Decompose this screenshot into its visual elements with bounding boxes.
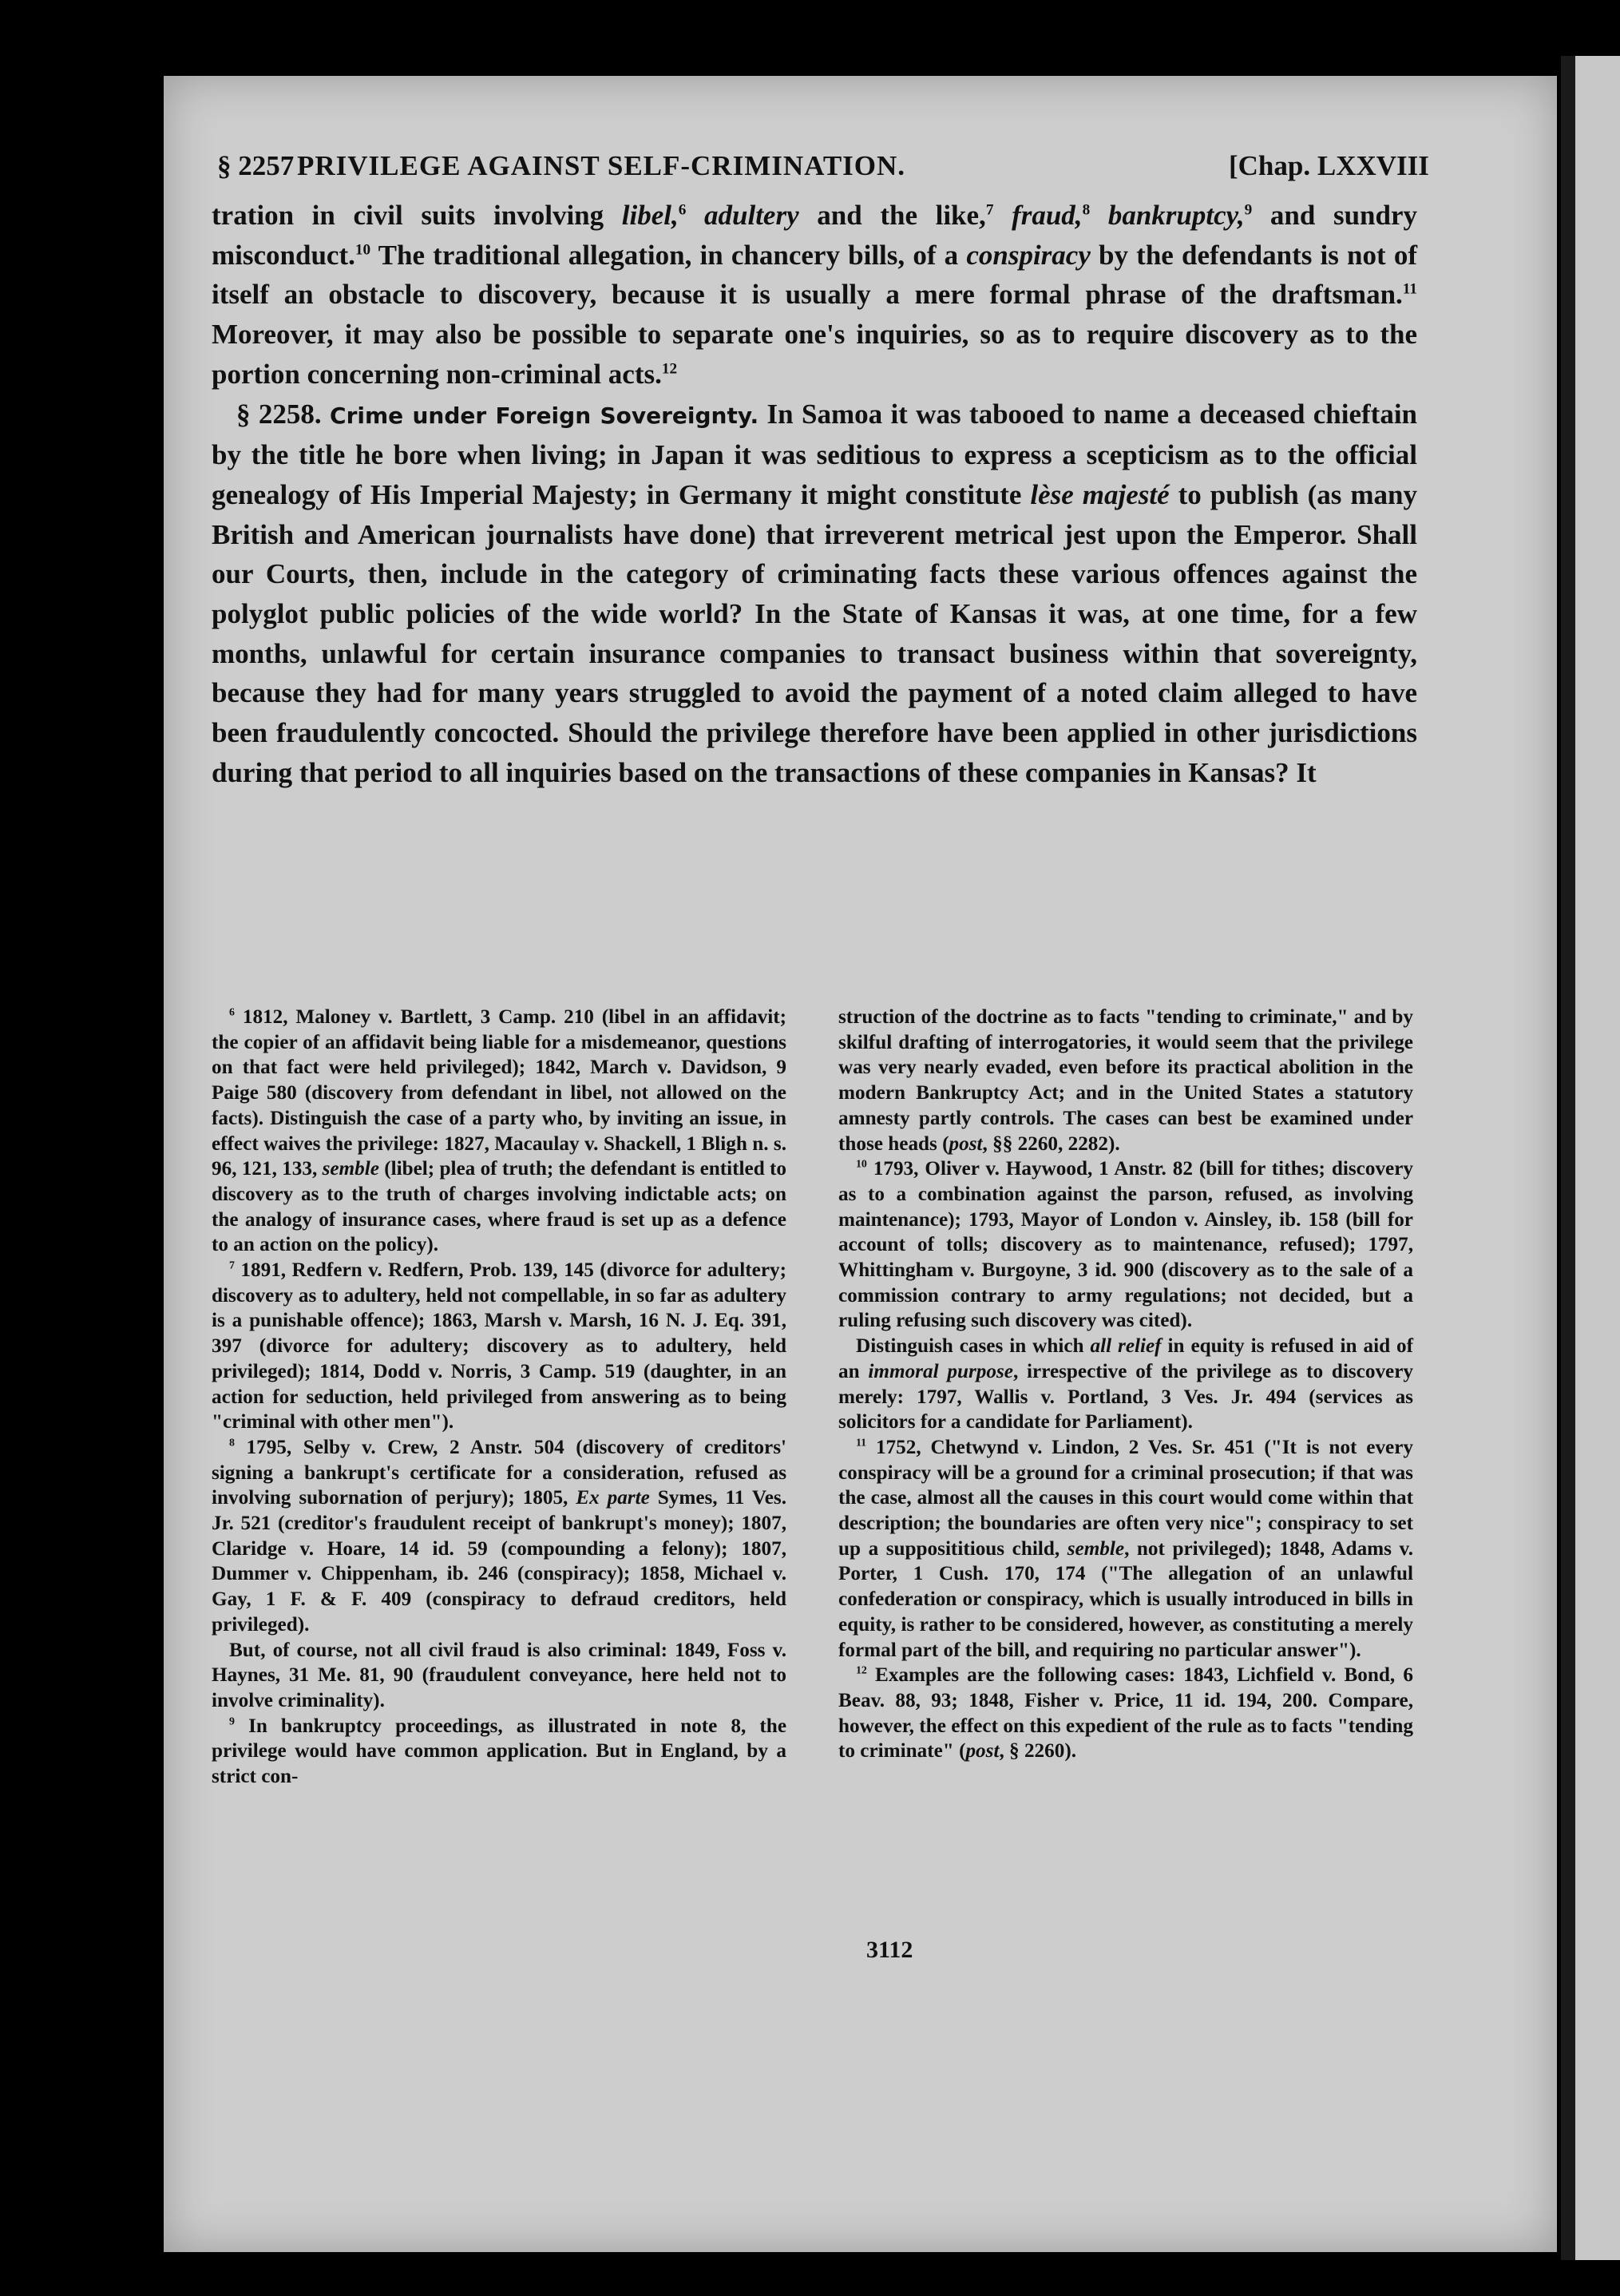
text-run: 1793, Oliver v. Haywood, 1 Anstr. 82 (bill for tithes; discovery as to a combination against the parson, refused, as involving maintenance); 1793, Mayor of London v. Ainsley, ib. 158 (bill for account of tolls; discovery as to maintenance, refused); 1797, Whittingham v. Burgoyne, 3 id. 900 (discovery as to the sale of a commission contrary to army regulations; not decided, but a ruling refusing such discovery was cited).: [838, 1158, 1413, 1332]
text-run: and the like,: [798, 200, 986, 231]
italic-term: Ex parte: [576, 1487, 650, 1509]
footnote-ref: 6: [678, 201, 687, 219]
footnote-9-continued: [838, 1005, 1413, 1156]
main-text: [212, 196, 1417, 793]
italic-term: semble: [322, 1158, 379, 1180]
footnote-mark: 9: [229, 1715, 235, 1727]
footnote-ref: 12: [661, 360, 678, 378]
footnote-11: [838, 1435, 1413, 1663]
text-run: in equity is refused in aid of an: [838, 1335, 1413, 1382]
footnote-10: [838, 1156, 1413, 1334]
text-run: and sundry misconduct.: [212, 200, 1417, 271]
footnote-6: [212, 1005, 786, 1258]
section-number: § 2258.: [236, 398, 322, 430]
footnote-10-continued: [838, 1334, 1413, 1435]
footnote-mark: 10: [856, 1157, 867, 1170]
italic-term: lèse majesté: [1030, 478, 1170, 510]
paragraph-1: [212, 196, 1417, 395]
header-title: PRIVILEGE AGAINST SELF-CRIMINATION.: [297, 150, 906, 181]
italic-term: immoral purpose: [868, 1360, 1013, 1382]
footnote-mark: 12: [856, 1664, 867, 1676]
footnote-8-continued: But, of course, not all civil fraud is also criminal: 1849, Foss v. Haynes, 31 Me. 81, 90 (fraudulent conveyance, here held not to involve criminality).: [212, 1639, 786, 1711]
text-run: Examples are the following cases: 1843, Lichfield v. Bond, 6 Beav. 88, 93; 1848, Fisher v. Price, 11 id. 194, 200. Compare, however, the effect on this expedient of the rule as to facts "tending to criminate" (: [838, 1664, 1413, 1763]
italic-term: post: [965, 1740, 1000, 1763]
text-run: 1812, Maloney v. Bartlett, 3 Camp. 210 (libel in an affidavit; the copier of an affidavit being liable for a misdemeanor, questions on that fact were held privileged); 1842, March v. Davidson, 9 Paige 580 (discovery from defendant in libel, not allowed on the facts). Distinguish the case of a party who, by inviting an issue, in effect waives the privilege: 1827, Macaulay v. Shackell, 1 Bligh n. s. 96, 121, 133,: [212, 1006, 786, 1180]
text-run: to publish (as many British and American journalists have done) that irreverent metrical jest upon the Emperor. Shall our Courts, then, include in the category of criminating facts these various offences against the polyglot public policies of the wide world? In the State of Kansas it was, at one time, for a few months, unlawful for certain insurance companies to transact business within that sovereignty, because they had for many years struggled to avoid the payment of a noted claim alleged to have been fraudulently concocted. Should the privilege therefore have been applied in other jurisdictions during that period to all inquiries based on the transactions of these companies in Kansas? It: [212, 478, 1417, 788]
italic-term: all relief: [1090, 1335, 1162, 1358]
footnote-ref: 8: [1082, 201, 1091, 219]
italic-term: conspiracy: [966, 239, 1091, 271]
italic-term: post: [949, 1132, 983, 1155]
page-gutter: [1561, 56, 1575, 2260]
paragraph-2: [212, 395, 1417, 793]
text-run: In bankruptcy proceedings, as illustrated in note 8, the privilege would have common application. But in England, by a strict con-: [212, 1715, 786, 1788]
text-run: , not privileged); 1848, Adams v. Porter, 1 Cush. 170, 174 ("The allegation of an unlawful confederation or conspiracy, which is usually introduced in bills in equity, is rather to be considered, however, as constituting a merely formal part of the bill, and requiring no particular answer").: [838, 1537, 1414, 1661]
adjacent-page-edge: [1561, 56, 1620, 2260]
footnote-ref: 9: [1244, 201, 1253, 219]
footnote-ref: 10: [354, 241, 371, 259]
page-number: 3112: [866, 1937, 913, 1963]
italic-term: bankruptcy,: [1090, 200, 1245, 231]
footnote-mark: 11: [856, 1436, 867, 1449]
italic-term: adultery: [686, 200, 799, 231]
footnote-12: [838, 1663, 1413, 1764]
footnote-ref: 7: [985, 201, 994, 219]
text-run: The traditional allegation, in chancery bills, of a: [370, 239, 967, 271]
text-run: Moreover, it may also be possible to separate one's inquiries, so as to require discovery as to the portion concerning non-criminal acts.: [212, 319, 1417, 390]
footnote-mark: 7: [229, 1259, 235, 1271]
text-run: tration in civil suits involving: [212, 200, 622, 231]
footnotes-right-column: [838, 1005, 1413, 1764]
text-run: struction of the doctrine as to facts "tending to criminate," and by skilful drafting of interrogatories, it would seem that the privilege was very nearly evaded, even before its practical abolition in the modern Bankruptcy Act; and in the United States a statutory amnesty partly controls. The cases can best be examined under those heads (: [838, 1006, 1413, 1155]
header-chapter: [Chap. LXXVIII: [1229, 150, 1429, 181]
footnote-mark: 8: [229, 1436, 235, 1449]
section-heading: Crime under Foreign Sovereignty.: [330, 402, 759, 429]
text-run: (libel; plea of truth; the defendant is entitled to discovery as to the truth of charges involving indictable acts; on the analogy of insurance cases, where fraud is set up as a defence to an action on the policy).: [212, 1158, 787, 1256]
header-section-number: § 2257: [217, 150, 295, 181]
text-run: In Samoa it was tabooed to name a deceased chieftain by the title he bore when living; in Japan it was seditious to express a scepticism as to the official genealogy of His Imperial Majesty; in Germany it might constitute: [212, 398, 1418, 510]
footnote-ref: 11: [1402, 280, 1417, 298]
footnote-mark: 6: [229, 1005, 235, 1018]
footnotes-left-column: [212, 1005, 786, 1790]
text-run: , § 2260).: [999, 1740, 1076, 1763]
text-run: Distinguish cases in which: [856, 1335, 1091, 1358]
text-run: Symes, 11 Ves. Jr. 521 (creditor's fraudulent receipt of bankrupt's money); 1807, Claridge v. Hoare, 14 id. 59 (compounding a felony); 1807, Dummer v. Chippenham, ib. 246 (conspiracy); 1858, Michael v. Gay, 1 F. & F. 409 (conspiracy to defraud creditors, held privileged).: [212, 1487, 787, 1636]
italic-term: fraud,: [993, 200, 1083, 231]
text-run: by the defendants is not of itself an obstacle to discovery, because it is usually a mere formal phrase of the draftsman.: [212, 239, 1417, 311]
footnote-9: [212, 1714, 786, 1790]
italic-term: libel,: [621, 200, 679, 231]
footnote-7: [212, 1258, 786, 1435]
text-run: 1795, Selby v. Crew, 2 Anstr. 504 (discovery of creditors' signing a bankrupt's certificate for a consideration, refused as involving subornation of perjury); 1805,: [212, 1436, 786, 1509]
footnote-8: [212, 1435, 786, 1638]
text-run: , §§ 2260, 2282).: [982, 1132, 1120, 1155]
text-run: 1752, Chetwynd v. Lindon, 2 Ves. Sr. 451 ("It is not every conspiracy will be a ground for a criminal prosecution; if that was the case, almost all the causes in this court would come within that description; the boundaries are often very nice"; conspiracy to set up a supposititious child,: [838, 1436, 1413, 1560]
text-run: , irrespective of the privilege as to discovery merely: 1797, Wallis v. Portland, 3 Ves. Jr. 494 (services as solicitors for a candidate for Parliament).: [838, 1360, 1414, 1434]
text-run: 1891, Redfern v. Redfern, Prob. 139, 145 (divorce for adultery; discovery as to adultery, held not compellable, in so far as adultery is a punishable offence); 1863, Marsh v. Marsh, 16 N. J. Eq. 391, 397 (divorce for adultery; discovery as to adultery, held privileged); 1814, Dodd v. Norris, 3 Camp. 519 (daughter, in an action for seduction, held privileged from answering as to being "criminal with other men").: [212, 1259, 786, 1434]
italic-term: semble: [1067, 1537, 1125, 1560]
